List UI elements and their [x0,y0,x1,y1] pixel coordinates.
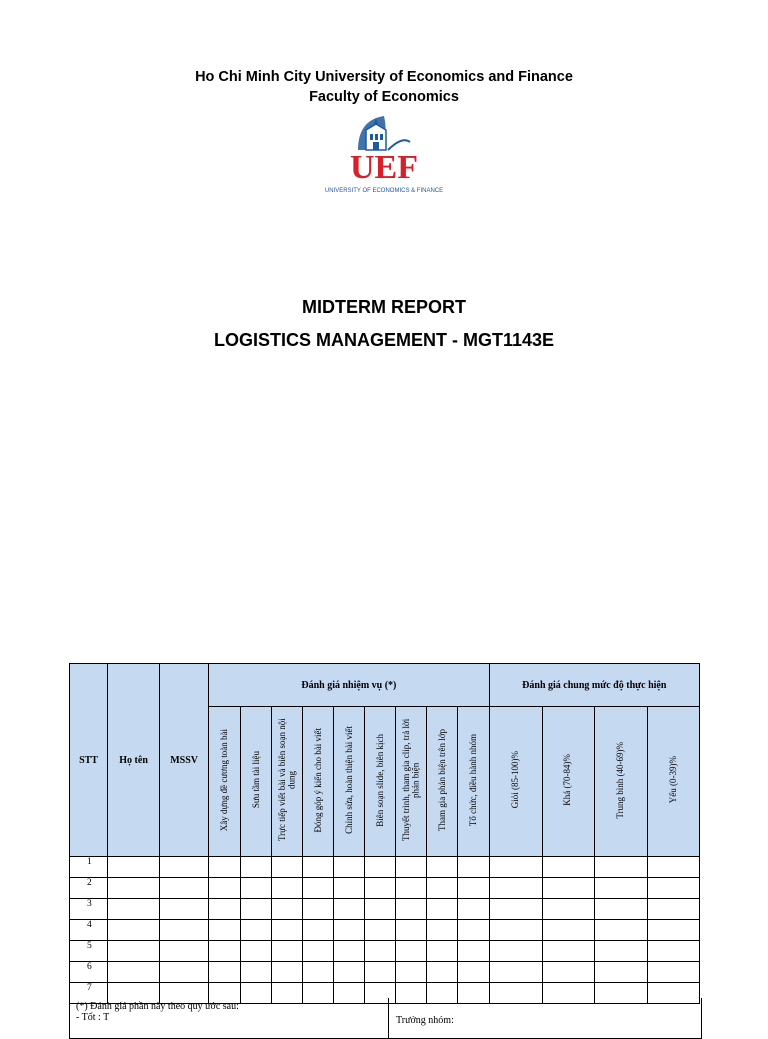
table-row [70,941,700,962]
table-cell [334,941,365,962]
table-cell [594,878,647,899]
table-cell [396,878,427,899]
table-cell [272,857,303,878]
task-group-header: Đánh giá nhiệm vụ (*) [209,664,489,707]
evaluation-table [69,663,700,1004]
table-cell [427,941,458,962]
task-header: Sưu tầm tài liệu [250,751,261,809]
table-cell [272,962,303,983]
table-cell [303,920,334,941]
table-cell [647,878,699,899]
table-cell [108,878,160,899]
table-cell [427,857,458,878]
table-cell [272,878,303,899]
university-name: Ho Chi Minh City University of Economics and Finance [195,69,573,85]
table-cell [108,899,160,920]
table-cell [334,878,365,899]
table-cell [458,857,489,878]
table-cell [209,899,241,920]
col-name: Họ tên [108,664,160,857]
table-cell [594,962,647,983]
table-cell [489,899,542,920]
table-cell [108,962,160,983]
table-cell [303,878,334,899]
table-cell [427,920,458,941]
table-cell [272,941,303,962]
table-cell [241,899,272,920]
task-header: Xây dựng đề cương toàn bài [218,728,229,832]
table-cell [594,920,647,941]
table-row [70,920,700,941]
table-cell [594,857,647,878]
table-cell [542,878,594,899]
table-cell [458,899,489,920]
building-emblem-icon [358,116,410,150]
table-cell [396,962,427,983]
row-number: 6 [70,962,108,983]
table-cell [209,962,241,983]
logo-subtitle: UNIVERSITY OF ECONOMICS & FINANCE [324,188,444,194]
table-cell [334,962,365,983]
table-cell [594,941,647,962]
row-number: 4 [70,920,108,941]
row-number: 3 [70,899,108,920]
table-cell [241,857,272,878]
table-cell [241,941,272,962]
table-cell [647,962,699,983]
task-header: Chỉnh sửa, hoàn thiện bài viết [343,726,354,834]
task-header: Trực tiếp viết bài và biên soạn nội dung [276,718,297,842]
table-cell [365,920,396,941]
evaluation-note [69,998,702,1039]
table-cell [396,857,427,878]
table-cell [365,899,396,920]
table-cell [160,857,209,878]
table-cell [160,878,209,899]
row-number: 7 [70,983,108,1004]
table-cell [209,878,241,899]
row-number: 5 [70,941,108,962]
table-cell [542,899,594,920]
table-cell [241,920,272,941]
note-line-2: - Tốt : T [76,1012,110,1023]
row-number: 1 [70,857,108,878]
task-header: Tham gia phản biện trên lớp [436,729,447,831]
table-cell [160,899,209,920]
table-row [70,878,700,899]
table-cell [241,962,272,983]
table-cell [489,941,542,962]
table-cell [272,899,303,920]
table-cell [396,899,427,920]
table-cell [458,941,489,962]
level-header: Yếu (0-39)% [667,756,678,804]
logo-text: UEF [350,149,418,186]
overall-group-header: Đánh giá chung mức độ thực hiện [489,664,699,707]
table-cell [334,857,365,878]
faculty-name: Faculty of Economics [309,89,459,105]
table-row [70,857,700,878]
note-line-1: (*) Đánh giá phần này theo quy ước sau: [76,1001,239,1012]
table-cell [542,962,594,983]
table-cell [427,899,458,920]
table-cell [427,878,458,899]
col-id: MSSV [160,664,209,857]
table-cell [365,941,396,962]
table-cell [542,857,594,878]
table-cell [303,962,334,983]
table-cell [209,941,241,962]
table-cell [489,962,542,983]
level-header: Trung bình (40-69)% [615,741,625,819]
table-cell [160,920,209,941]
table-cell [647,899,699,920]
table-cell [396,941,427,962]
table-cell [365,962,396,983]
table-cell [334,899,365,920]
level-header: Giỏi (85-100)% [509,751,520,809]
report-title: MIDTERM REPORT [302,297,466,317]
table-row [70,962,700,983]
table-cell [209,920,241,941]
table-cell [647,857,699,878]
table-cell [489,920,542,941]
table-cell [647,941,699,962]
table-cell [594,899,647,920]
table-cell [458,878,489,899]
task-header: Tổ chức, điều hành nhóm [467,733,478,827]
table-cell [303,899,334,920]
table-cell [365,857,396,878]
task-header: Thuyết trình, tham gia clip, trả lời phản biện [400,718,421,842]
table-cell [241,878,272,899]
course-title: LOGISTICS MANAGEMENT - MGT1143E [213,330,555,350]
task-header: Biên soạn slide, biên kịch [374,733,385,827]
table-cell [303,941,334,962]
table-cell [209,857,241,878]
table-cell [365,878,396,899]
table-cell [396,920,427,941]
table-cell [458,962,489,983]
table-cell [303,857,334,878]
table-cell [160,941,209,962]
table-cell [108,857,160,878]
note-divider [388,998,389,1038]
table-cell [427,962,458,983]
row-number: 2 [70,878,108,899]
table-cell [334,920,365,941]
table-cell [160,962,209,983]
table-cell [542,941,594,962]
table-cell [458,920,489,941]
leader-label: Trưởng nhóm: [396,1015,454,1026]
table-cell [489,878,542,899]
col-stt: STT [70,664,108,857]
table-row [70,899,700,920]
table-cell [108,941,160,962]
table-cell [108,920,160,941]
table-cell [542,920,594,941]
table-cell [272,920,303,941]
level-header: Khá (70-84)% [562,754,573,806]
table-cell [489,857,542,878]
uef-logo [318,112,450,198]
task-header: Đóng góp ý kiến cho bài viết [312,727,323,833]
table-cell [647,920,699,941]
